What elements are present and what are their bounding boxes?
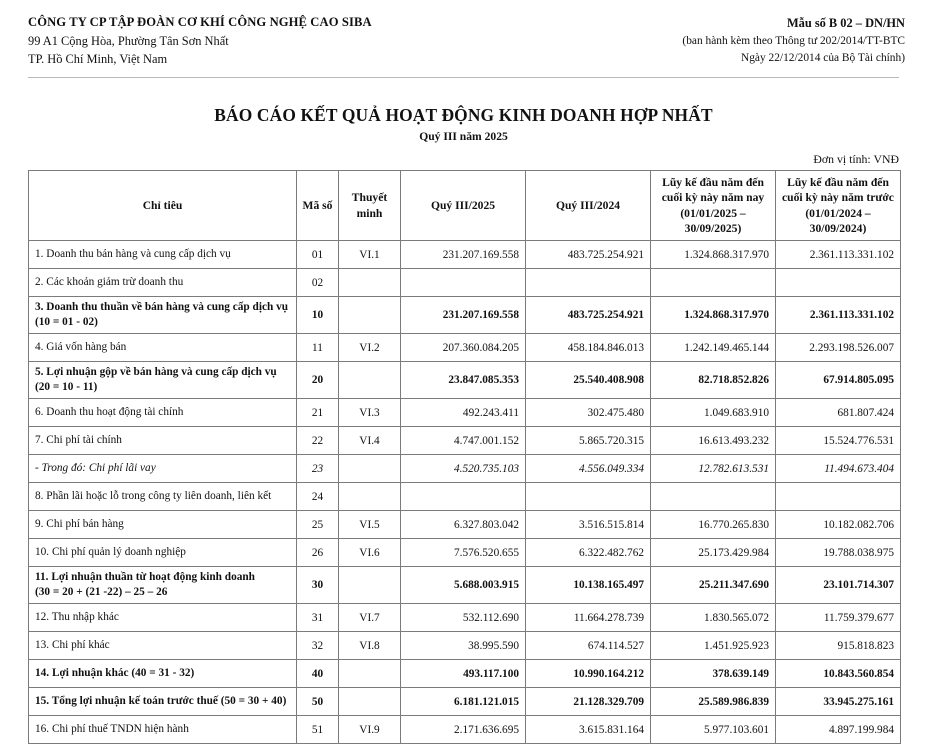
cell-cumulative-current-4: 82.718.852.826 — [651, 362, 776, 399]
cell-indicator-9: 9. Chi phí bán hàng — [29, 511, 297, 539]
cell-quarter-prior-5: 302.475.480 — [526, 399, 651, 427]
table-row — [29, 269, 901, 297]
cell-quarter-current-12: 532.112.690 — [401, 604, 526, 632]
income-statement-table — [28, 170, 901, 744]
cell-note-0: VI.1 — [339, 241, 401, 269]
cell-code-7: 23 — [297, 455, 339, 483]
page-subtitle: Quý III năm 2025 — [419, 129, 508, 143]
cell-indicator-12: 12. Thu nhập khác — [29, 604, 297, 632]
company-block — [28, 13, 372, 68]
cell-cumulative-prior-8 — [776, 483, 901, 511]
cell-code-6: 22 — [297, 427, 339, 455]
cell-quarter-prior-10: 6.322.482.762 — [526, 539, 651, 567]
table-row — [29, 483, 901, 511]
cell-quarter-prior-2: 483.725.254.921 — [526, 297, 651, 334]
table-row — [29, 241, 901, 269]
cell-indicator-15: 15. Tổng lợi nhuận kế toán trước thuế (50 = 30 + 40) — [29, 688, 297, 716]
cell-indicator-2 — [29, 297, 297, 334]
cell-cumulative-current-7: 12.782.613.531 — [651, 455, 776, 483]
cell-note-8 — [339, 483, 401, 511]
cell-cumulative-current-8 — [651, 483, 776, 511]
cell-code-5: 21 — [297, 399, 339, 427]
column-header-code: Mã số — [297, 170, 339, 240]
cell-note-5: VI.3 — [339, 399, 401, 427]
cell-note-13: VI.8 — [339, 632, 401, 660]
page-title: BÁO CÁO KẾT QUẢ HOẠT ĐỘNG KINH DOANH HỢP NHẤT — [214, 104, 713, 125]
table-row — [29, 539, 901, 567]
cum-current-line-4: 30/09/2025) — [684, 221, 742, 235]
cell-cumulative-current-5: 1.049.683.910 — [651, 399, 776, 427]
cell-cumulative-current-6: 16.613.493.232 — [651, 427, 776, 455]
cell-code-12: 31 — [297, 604, 339, 632]
cell-quarter-prior-6: 5.865.720.315 — [526, 427, 651, 455]
header-divider — [28, 77, 899, 78]
cell-indicator-10: 10. Chi phí quản lý doanh nghiệp — [29, 539, 297, 567]
cell-indicator-16: 16. Chi phí thuế TNDN hiện hành — [29, 716, 297, 744]
company-address-line-2: TP. Hồ Chí Minh, Việt Nam — [28, 51, 168, 66]
cell-indicator-3: 4. Giá vốn hàng bán — [29, 334, 297, 362]
cell-quarter-current-5: 492.243.411 — [401, 399, 526, 427]
cell-cumulative-prior-2: 2.361.113.331.102 — [776, 297, 901, 334]
column-header-quarter-current: Quý III/2025 — [401, 170, 526, 240]
column-header-cumulative-current — [651, 170, 776, 240]
cell-code-9: 25 — [297, 511, 339, 539]
cell-code-1: 02 — [297, 269, 339, 297]
table-row — [29, 567, 901, 604]
table-row — [29, 455, 901, 483]
cell-cumulative-prior-0: 2.361.113.331.102 — [776, 241, 901, 269]
column-header-label: Chỉ tiêu — [29, 170, 297, 240]
cell-quarter-prior-4: 25.540.408.908 — [526, 362, 651, 399]
cell-code-8: 24 — [297, 483, 339, 511]
cell-quarter-prior-14: 10.990.164.212 — [526, 660, 651, 688]
cell-quarter-current-4: 23.847.085.353 — [401, 362, 526, 399]
cell-cumulative-current-14: 378.639.149 — [651, 660, 776, 688]
cell-cumulative-prior-16: 4.897.199.984 — [776, 716, 901, 744]
cell-quarter-prior-3: 458.184.846.013 — [526, 334, 651, 362]
cell-indicator-11 — [29, 567, 297, 604]
cell-note-10: VI.6 — [339, 539, 401, 567]
cell-code-13: 32 — [297, 632, 339, 660]
row-label-line-1: 5. Lợi nhuận gộp về bán hàng và cung cấp dịch vụ — [35, 366, 277, 379]
table-row — [29, 604, 901, 632]
cell-cumulative-prior-9: 10.182.082.706 — [776, 511, 901, 539]
cell-indicator-5: 6. Doanh thu hoạt động tài chính — [29, 399, 297, 427]
cell-code-2: 10 — [297, 297, 339, 334]
form-note-line-1: (ban hành kèm theo Thông tư 202/2014/TT-BTC — [682, 34, 905, 47]
cell-cumulative-current-3: 1.242.149.465.144 — [651, 334, 776, 362]
table-row — [29, 660, 901, 688]
company-address-line-1: 99 A1 Cộng Hòa, Phường Tân Sơn Nhất — [28, 33, 229, 48]
form-reference-block — [682, 13, 905, 67]
table-row — [29, 716, 901, 744]
row-label-line-2: (10 = 01 - 02) — [35, 316, 98, 329]
column-header-note-line-1: Thuyết — [351, 191, 388, 205]
cell-note-11 — [339, 567, 401, 604]
cell-cumulative-current-1 — [651, 269, 776, 297]
cell-cumulative-current-2: 1.324.868.317.970 — [651, 297, 776, 334]
cell-quarter-current-13: 38.995.590 — [401, 632, 526, 660]
cell-cumulative-prior-4: 67.914.805.095 — [776, 362, 901, 399]
letterhead — [0, 0, 927, 68]
cell-cumulative-prior-15: 33.945.275.161 — [776, 688, 901, 716]
cell-note-14 — [339, 660, 401, 688]
cell-code-4: 20 — [297, 362, 339, 399]
table-row — [29, 511, 901, 539]
cell-cumulative-current-15: 25.589.986.839 — [651, 688, 776, 716]
cell-quarter-prior-13: 674.114.527 — [526, 632, 651, 660]
cell-quarter-prior-7: 4.556.049.334 — [526, 455, 651, 483]
table-header-row — [29, 170, 901, 240]
cell-quarter-prior-9: 3.516.515.814 — [526, 511, 651, 539]
cell-quarter-prior-15: 21.128.329.709 — [526, 688, 651, 716]
cell-quarter-current-16: 2.171.636.695 — [401, 716, 526, 744]
column-header-quarter-prior: Quý III/2024 — [526, 170, 651, 240]
cell-quarter-current-1 — [401, 269, 526, 297]
cell-code-11: 30 — [297, 567, 339, 604]
cell-indicator-6: 7. Chi phí tài chính — [29, 427, 297, 455]
cum-current-line-1: Lũy kế đầu năm đến — [662, 175, 764, 189]
cell-quarter-current-7: 4.520.735.103 — [401, 455, 526, 483]
table-row — [29, 362, 901, 399]
cell-cumulative-prior-7: 11.494.673.404 — [776, 455, 901, 483]
cell-cumulative-current-16: 5.977.103.601 — [651, 716, 776, 744]
form-note-line-2: Ngày 22/12/2014 của Bộ Tài chính) — [741, 51, 905, 64]
cum-prior-line-4: 30/09/2024) — [809, 221, 867, 235]
cell-code-15: 50 — [297, 688, 339, 716]
cum-current-line-2: cuối kỳ này năm nay — [661, 191, 765, 205]
cell-quarter-current-10: 7.576.520.655 — [401, 539, 526, 567]
cell-note-7 — [339, 455, 401, 483]
cell-cumulative-prior-11: 23.101.714.307 — [776, 567, 901, 604]
column-header-cumulative-prior — [776, 170, 901, 240]
cell-quarter-current-8 — [401, 483, 526, 511]
cell-note-1 — [339, 269, 401, 297]
cell-quarter-current-6: 4.747.001.152 — [401, 427, 526, 455]
financial-table-wrapper — [28, 170, 900, 744]
cell-cumulative-prior-10: 19.788.038.975 — [776, 539, 901, 567]
cell-note-3: VI.2 — [339, 334, 401, 362]
column-header-note-line-2: minh — [356, 206, 383, 220]
cell-quarter-current-3: 207.360.084.205 — [401, 334, 526, 362]
cell-quarter-current-14: 493.117.100 — [401, 660, 526, 688]
cum-prior-line-2: cuối kỳ này năm trước — [782, 191, 894, 205]
cell-cumulative-current-0: 1.324.868.317.970 — [651, 241, 776, 269]
cell-cumulative-prior-1 — [776, 269, 901, 297]
form-code: Mẫu số B 02 – DN/HN — [786, 16, 905, 30]
cell-cumulative-prior-5: 681.807.424 — [776, 399, 901, 427]
cell-note-15 — [339, 688, 401, 716]
row-label-line-1: 11. Lợi nhuận thuần từ hoạt động kinh doanh — [35, 571, 255, 584]
cell-code-10: 26 — [297, 539, 339, 567]
cell-cumulative-current-12: 1.830.565.072 — [651, 604, 776, 632]
table-row — [29, 297, 901, 334]
cell-quarter-current-2: 231.207.169.558 — [401, 297, 526, 334]
column-header-note — [339, 170, 401, 240]
cell-code-3: 11 — [297, 334, 339, 362]
cell-quarter-prior-0: 483.725.254.921 — [526, 241, 651, 269]
cell-cumulative-prior-12: 11.759.379.677 — [776, 604, 901, 632]
cell-quarter-prior-16: 3.615.831.164 — [526, 716, 651, 744]
cell-cumulative-current-9: 16.770.265.830 — [651, 511, 776, 539]
cell-note-2 — [339, 297, 401, 334]
cell-indicator-4 — [29, 362, 297, 399]
cum-prior-line-3: (01/01/2024 – — [805, 206, 871, 220]
cell-note-6: VI.4 — [339, 427, 401, 455]
cell-cumulative-prior-14: 10.843.560.854 — [776, 660, 901, 688]
cell-indicator-0: 1. Doanh thu bán hàng và cung cấp dịch vụ — [29, 241, 297, 269]
cell-code-16: 51 — [297, 716, 339, 744]
row-label-line-1: 3. Doanh thu thuần về bán hàng và cung cấp dịch vụ — [35, 301, 289, 314]
cell-quarter-current-11: 5.688.003.915 — [401, 567, 526, 604]
cell-note-16: VI.9 — [339, 716, 401, 744]
cell-quarter-current-0: 231.207.169.558 — [401, 241, 526, 269]
row-label-line-2: (20 = 10 - 11) — [35, 381, 98, 394]
cum-prior-line-1: Lũy kế đầu năm đến — [787, 175, 889, 189]
currency-unit-label: Đơn vị tính: VNĐ — [813, 151, 899, 166]
cell-indicator-7: - Trong đó: Chi phí lãi vay — [29, 455, 297, 483]
cell-quarter-current-15: 6.181.121.015 — [401, 688, 526, 716]
cell-code-14: 40 — [297, 660, 339, 688]
cell-cumulative-current-10: 25.173.429.984 — [651, 539, 776, 567]
cell-quarter-prior-12: 11.664.278.739 — [526, 604, 651, 632]
cell-indicator-1: 2. Các khoản giảm trừ doanh thu — [29, 269, 297, 297]
cell-cumulative-current-11: 25.211.347.690 — [651, 567, 776, 604]
table-row — [29, 427, 901, 455]
cell-quarter-prior-1 — [526, 269, 651, 297]
table-row — [29, 399, 901, 427]
table-row — [29, 334, 901, 362]
cell-cumulative-prior-13: 915.818.823 — [776, 632, 901, 660]
cell-indicator-8: 8. Phần lãi hoặc lỗ trong công ty liên doanh, liên kết — [29, 483, 297, 511]
cell-note-4 — [339, 362, 401, 399]
cum-current-line-3: (01/01/2025 – — [680, 206, 746, 220]
table-row — [29, 688, 901, 716]
cell-indicator-13: 13. Chi phí khác — [29, 632, 297, 660]
title-block — [0, 105, 927, 143]
cell-code-0: 01 — [297, 241, 339, 269]
cell-cumulative-prior-6: 15.524.776.531 — [776, 427, 901, 455]
cell-quarter-prior-11: 10.138.165.497 — [526, 567, 651, 604]
table-body — [29, 241, 901, 744]
cell-cumulative-prior-3: 2.293.198.526.007 — [776, 334, 901, 362]
row-label-line-2: (30 = 20 + (21 -22) – 25 – 26 — [35, 586, 168, 599]
cell-note-9: VI.5 — [339, 511, 401, 539]
cell-quarter-prior-8 — [526, 483, 651, 511]
cell-indicator-14: 14. Lợi nhuận khác (40 = 31 - 32) — [29, 660, 297, 688]
company-name: CÔNG TY CP TẬP ĐOÀN CƠ KHÍ CÔNG NGHỆ CAO SIBA — [28, 15, 372, 29]
cell-quarter-current-9: 6.327.803.042 — [401, 511, 526, 539]
table-row — [29, 632, 901, 660]
cell-cumulative-current-13: 1.451.925.923 — [651, 632, 776, 660]
cell-note-12: VI.7 — [339, 604, 401, 632]
